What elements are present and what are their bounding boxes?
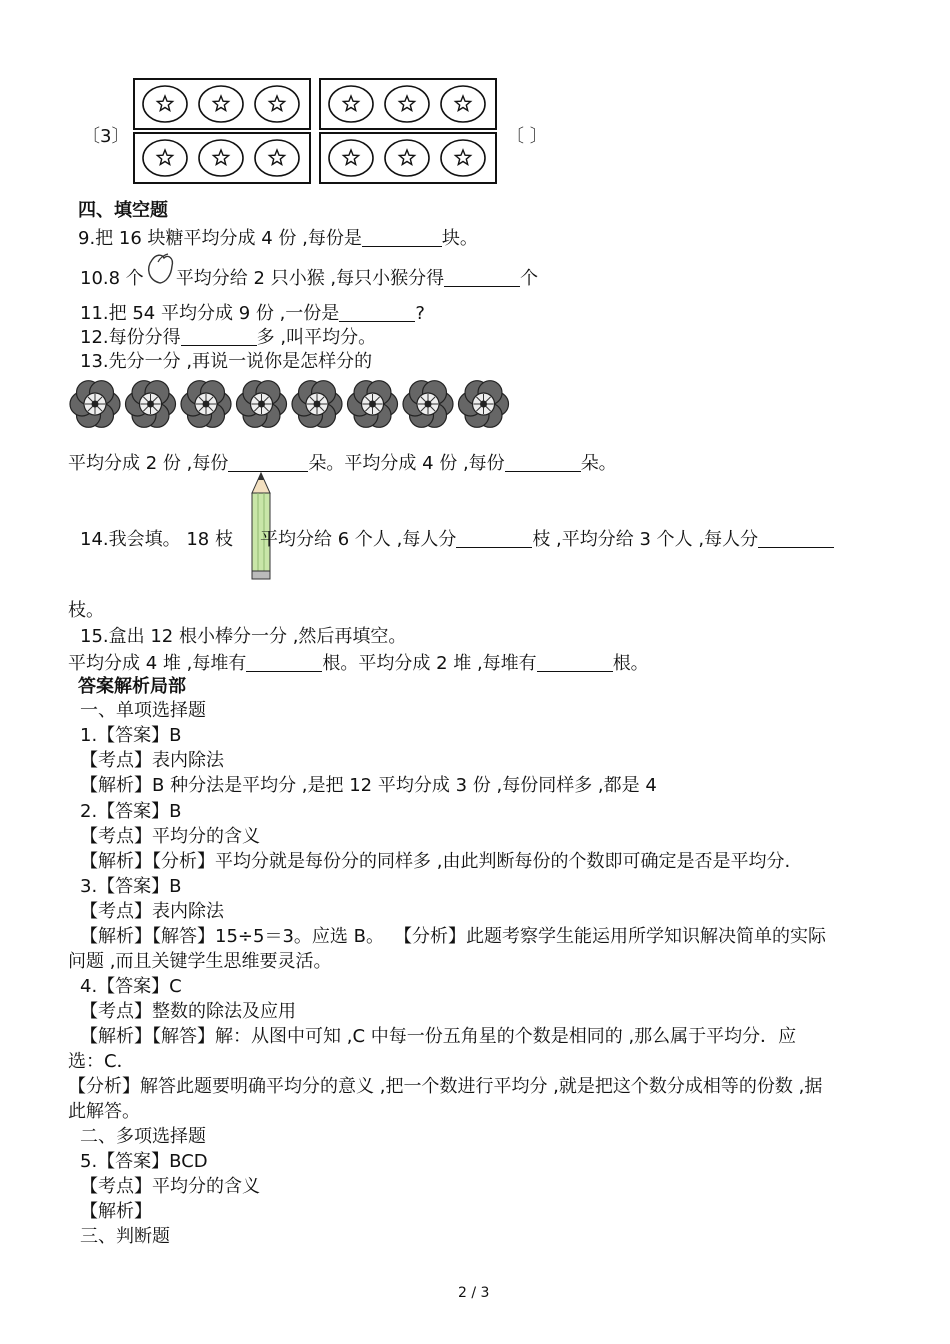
- q15-text: 15.盒出 12 根小棒分一分 ,然后再填空。: [80, 626, 407, 647]
- star-icon: [343, 150, 358, 165]
- answer-1-key: 1.【答案】B: [80, 725, 182, 746]
- answer-3-analysis: [80, 928, 826, 946]
- peach-icon: [144, 266, 176, 284]
- star-circle: [329, 140, 373, 176]
- q11-blank[interactable]: [339, 303, 415, 322]
- star-icon: [343, 96, 358, 111]
- flower-icon: [237, 381, 287, 428]
- answer-3-analysis-cont: 问题 ,而且关键学生思维要灵活。: [68, 951, 332, 972]
- q11-text: 11.把 54 平均分成 9 份 ,一份是: [80, 303, 340, 324]
- flower-icon: [126, 381, 176, 428]
- q8-label: 〔3〕: [82, 126, 130, 147]
- star-circle: [199, 86, 243, 122]
- flower-icon: [181, 381, 231, 428]
- answer-5-analysis: 【解析】: [80, 1201, 152, 1222]
- q10-unit: 个: [520, 268, 539, 289]
- star-circle: [385, 140, 429, 176]
- q12: [80, 327, 376, 347]
- q14-text-a: 14.我会填。 18 枝: [80, 529, 233, 550]
- star-icon: [455, 150, 470, 165]
- q13-blank-2[interactable]: [505, 453, 581, 472]
- answer-2-analysis: 【解析】【分析】平均分就是每份分的同样多 ,由此判断每份的个数即可确定是否是平均分.: [80, 851, 791, 872]
- star-circle: [143, 140, 187, 176]
- star-circle: [441, 140, 485, 176]
- q15-blank-2[interactable]: [537, 653, 613, 672]
- star-circle: [441, 86, 485, 122]
- q9-text: 9.把 16 块糖平均分成 4 份 ,每份是: [78, 228, 362, 249]
- answers-section-2: 二、多项选择题: [80, 1126, 206, 1147]
- q15-text-a: 平均分成 4 堆 ,每堆有: [68, 653, 247, 674]
- star-icon: [213, 150, 228, 165]
- answer-2-topic: 【考点】平均分的含义: [80, 826, 260, 847]
- star-icon: [455, 96, 470, 111]
- answer-4-analysis: 【解析】【解答】解：从图中可知 ,C 中每一份五角星的个数是相同的 ,那么属于平均分．应: [80, 1026, 797, 1047]
- q13-text: 13.先分一分 ,再说一说你是怎样分的: [80, 351, 373, 372]
- answer-4-topic: 【考点】整数的除法及应用: [80, 1001, 296, 1022]
- flower-icon: [403, 381, 453, 428]
- star-icon: [269, 150, 284, 165]
- q12-text-a: 12.每份分得: [80, 327, 181, 348]
- q14-text-c: 枝 ,平均分给 3 个人 ,每人分: [532, 529, 759, 550]
- section4-title: 四、填空题: [78, 200, 168, 221]
- q13-text-a: 平均分成 2 份 ,每份: [68, 453, 229, 474]
- answer-3-analysis-a: 【解析】【解答】15÷5＝3。应选 B。: [80, 926, 384, 947]
- answer-4-note-cont: 此解答。: [68, 1101, 140, 1122]
- q8-answer-bracket: 〔 〕: [506, 126, 548, 147]
- star-icon: [269, 96, 284, 111]
- flower-icon: [70, 381, 120, 428]
- star-circle: [385, 86, 429, 122]
- answers-section-3: 三、判断题: [80, 1226, 170, 1247]
- star-circle: [255, 140, 299, 176]
- q8-figure: [133, 78, 503, 188]
- q13-line: [68, 453, 617, 473]
- answer-4-key: 4.【答案】C: [80, 976, 182, 997]
- star-circle: [143, 86, 187, 122]
- q14-unit: 枝。: [68, 600, 104, 621]
- star-circle: [255, 86, 299, 122]
- flower-icon: [348, 381, 398, 428]
- q13-text-c: 朵。: [580, 453, 617, 474]
- q9-unit: 块。: [441, 228, 478, 249]
- answer-2-key: 2.【答案】B: [80, 801, 182, 822]
- q14-blank-1[interactable]: [456, 529, 532, 548]
- q15-text-c: 根。: [612, 653, 649, 674]
- q14-line: [80, 529, 834, 549]
- star-circle: [199, 140, 243, 176]
- q14-text-b: 平均分给 6 个人 ,每人分: [259, 529, 457, 550]
- answer-3-topic: 【考点】表内除法: [80, 901, 224, 922]
- q10-text-b: 平均分给 2 只小猴 ,每只小猴分得: [175, 268, 445, 289]
- q11: [80, 303, 425, 323]
- star-icon: [157, 96, 172, 111]
- flower-icon: [459, 381, 509, 428]
- q15-blank-1[interactable]: [246, 653, 322, 672]
- q11-end: ?: [415, 303, 425, 324]
- q9: [78, 228, 478, 248]
- q10: [80, 266, 538, 288]
- q14-blank-2[interactable]: [758, 529, 834, 548]
- q13-flowers: [68, 377, 518, 433]
- q9-blank[interactable]: [362, 228, 442, 247]
- q15-line: [68, 653, 649, 673]
- q12-blank[interactable]: [181, 327, 257, 346]
- answers-title: 答案解析局部: [78, 676, 186, 697]
- answer-5-key: 5.【答案】BCD: [80, 1151, 208, 1172]
- answer-3-key: 3.【答案】B: [80, 876, 182, 897]
- answers-section-1: 一、单项选择题: [80, 700, 206, 721]
- q12-text-b: 多 ,叫平均分。: [256, 327, 377, 348]
- answer-1-topic: 【考点】表内除法: [80, 750, 224, 771]
- answer-3-analysis-b: 【分析】此题考察学生能运用所学知识解决简单的实际: [393, 926, 826, 947]
- answer-5-topic: 【考点】平均分的含义: [80, 1176, 260, 1197]
- q13-blank-1[interactable]: [228, 453, 308, 472]
- answer-4-note: 【分析】解答此题要明确平均分的意义 ,把一个数进行平均分 ,就是把这个数分成相等的份数 ,据: [68, 1076, 823, 1097]
- q15-text-b: 根。平均分成 2 堆 ,每堆有: [322, 653, 537, 674]
- star-icon: [213, 96, 228, 111]
- q10-blank[interactable]: [444, 268, 520, 287]
- star-icon: [399, 150, 414, 165]
- flower-icon: [292, 381, 342, 428]
- q13-text-b: 朵。平均分成 4 份 ,每份: [308, 453, 505, 474]
- star-icon: [399, 96, 414, 111]
- answer-1-analysis: 【解析】B 种分法是平均分 ,是把 12 平均分成 3 份 ,每份同样多 ,都是 4: [80, 775, 657, 796]
- answer-4-analysis-cont: 选：C．: [68, 1051, 135, 1072]
- page-number: 2 / 3: [458, 1285, 490, 1301]
- q10-text-a: 10.8 个: [80, 268, 144, 289]
- star-circle: [329, 86, 373, 122]
- star-icon: [157, 150, 172, 165]
- pencil-icon: [249, 473, 273, 583]
